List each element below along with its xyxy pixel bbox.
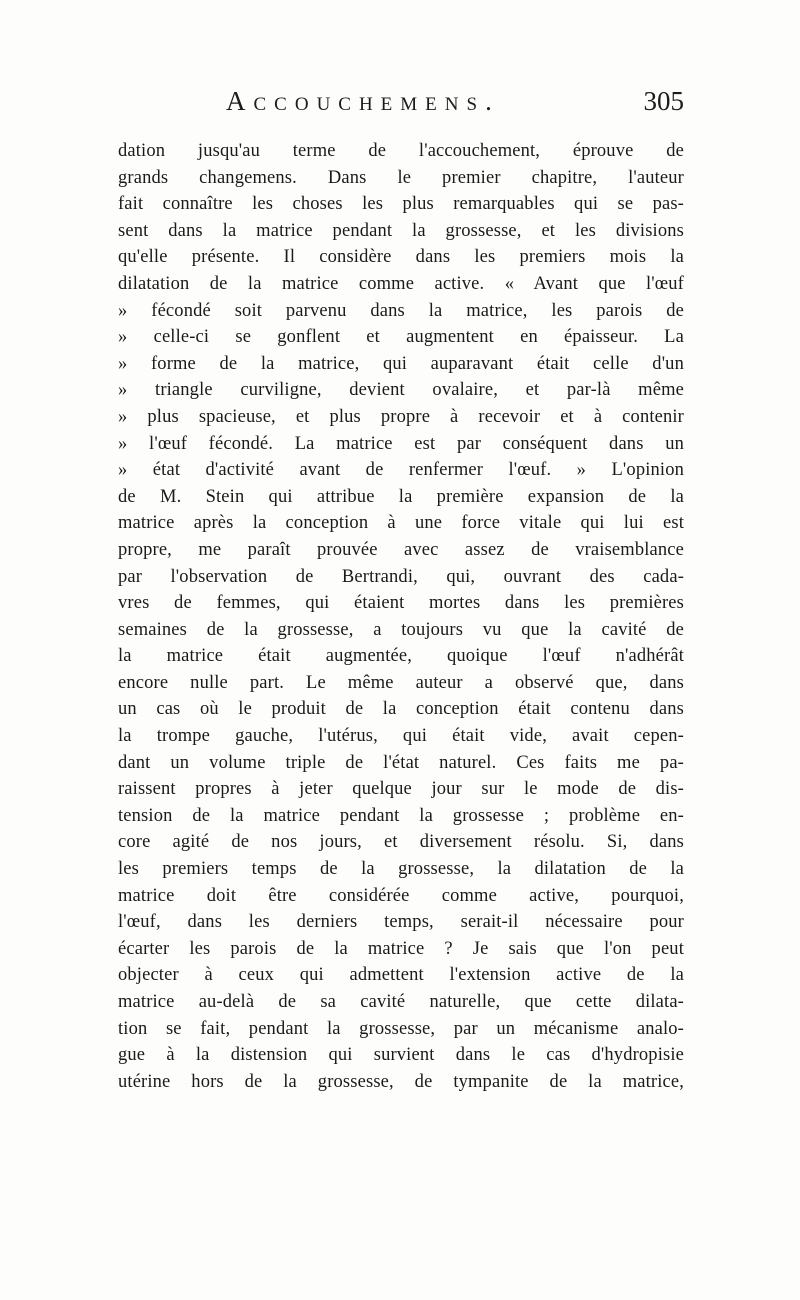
text-line: grands changemens. Dans le premier chapitre, l'auteur <box>118 167 684 188</box>
running-head <box>118 86 684 126</box>
text-line: matrice doit être considérée comme active, pourquoi, <box>118 885 684 906</box>
text-line: utérine hors de la grossesse, de tympanite de la matrice, <box>118 1071 684 1092</box>
text-line: dilatation de la matrice comme active. « Avant que l'œuf <box>118 273 684 294</box>
text-line: » celle-ci se gonflent et augmentent en épaisseur. La <box>118 327 684 348</box>
text-line: matrice après la conception à une force vitale qui lui est <box>118 513 684 534</box>
text-line: dant un volume triple de l'état naturel. Ces faits me pa- <box>118 752 684 773</box>
text-line: l'œuf, dans les derniers temps, serait-il nécessaire pour <box>118 912 684 933</box>
text-line: » état d'activité avant de renfermer l'œuf. » L'opinion <box>118 460 684 481</box>
text-line: tension de la matrice pendant la grossesse ; problème en- <box>118 805 684 826</box>
text-line: propre, me paraît prouvée avec assez de vraisemblance <box>118 539 684 560</box>
text-line: » plus spacieuse, et plus propre à recevoir et à contenir <box>118 406 684 427</box>
text-line: écarter les parois de la matrice ? Je sais que l'on peut <box>118 938 684 959</box>
body-text <box>118 138 684 1095</box>
text-line: core agité de nos jours, et diversement résolu. Si, dans <box>118 832 684 853</box>
text-line: » triangle curviligne, devient ovalaire, et par-là même <box>118 380 684 401</box>
text-line: » fécondé soit parvenu dans la matrice, les parois de <box>118 300 684 321</box>
text-line: dation jusqu'au terme de l'accouchement, éprouve de <box>118 141 684 161</box>
text-line: la trompe gauche, l'utérus, qui était vide, avait cepen- <box>118 726 684 747</box>
text-line: tion se fait, pendant la grossesse, par un mécanisme analo- <box>118 1018 684 1039</box>
text-line: matrice au-delà de sa cavité naturelle, que cette dilata- <box>118 992 684 1012</box>
text-line: raissent propres à jeter quelque jour sur le mode de dis- <box>118 779 684 800</box>
running-title: Accouchemens. <box>226 86 500 116</box>
text-line: de M. Stein qui attribue la première expansion de la <box>118 486 684 507</box>
text-line: » forme de la matrice, qui auparavant était celle d'un <box>118 353 684 374</box>
text-line: gue à la distension qui survient dans le cas d'hydropisie <box>118 1045 684 1066</box>
text-line: encore nulle part. Le même auteur a observé que, dans <box>118 672 684 693</box>
text-line: qu'elle présente. Il considère dans les premiers mois la <box>118 247 684 268</box>
text-line: les premiers temps de la grossesse, la dilatation de la <box>118 859 684 880</box>
text-line: vres de femmes, qui étaient mortes dans les premières <box>118 593 684 614</box>
text-line: fait connaître les choses les plus remarquables qui se pas- <box>118 194 684 215</box>
page-number: 305 <box>643 86 684 116</box>
text-line: sent dans la matrice pendant la grossesse, et les divisions <box>118 220 684 241</box>
text-line: semaines de la grossesse, a toujours vu que la cavité de <box>118 619 684 640</box>
text-line: par l'observation de Bertrandi, qui, ouvrant des cada- <box>118 566 684 587</box>
text-line: la matrice était augmentée, quoique l'œuf n'adhérât <box>118 646 684 667</box>
text-line: objecter à ceux qui admettent l'extension active de la <box>118 965 684 986</box>
text-line: un cas où le produit de la conception était contenu dans <box>118 699 684 720</box>
text-line: » l'œuf fécondé. La matrice est par conséquent dans un <box>118 433 684 454</box>
